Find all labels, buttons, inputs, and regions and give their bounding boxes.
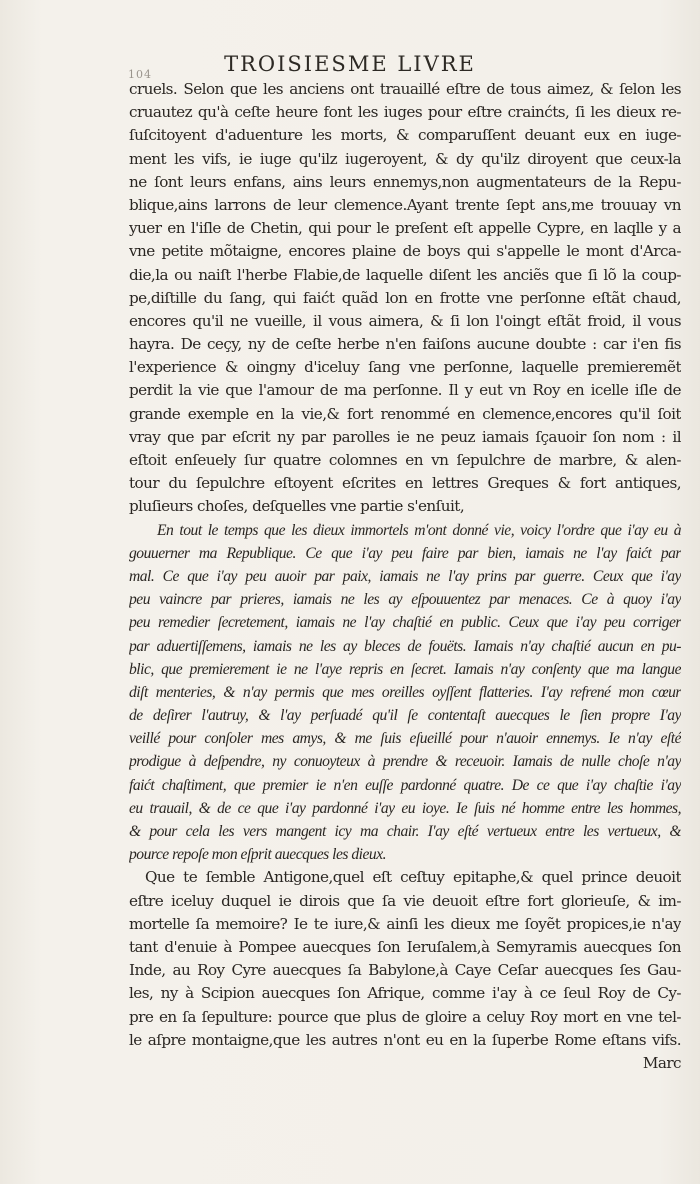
text-line: veillé pour conſoler mes amys, & me ſuis eſueillé pour n'auoir ennemys. Ie n'ay eſté	[129, 730, 681, 748]
text-line: tour du ſepulchre eſtoyent eſcrites en lettres Greques & fort antiques,	[129, 474, 681, 493]
text-line: pe,diſtille du ſang, qui faićt quãd lon en frotte vne perſonne eſtãt chaud,	[129, 288, 681, 307]
epitaph-block	[129, 519, 681, 867]
text-line: ſuſcitoyent d'aduenture les morts, & comparuſſent deuant eux en iuge-	[129, 126, 681, 145]
text-line: die,la ou naiſt l'herbe Flabie,de laquelle diſent les anciẽs que ſi lõ la coup-	[129, 265, 681, 284]
text-line: cruels. Selon que les anciens ont trauaillé eſtre de tous aimez, & ſelon les	[129, 80, 681, 98]
text-line: blique,ains larrons de leur clemence.Ayant trente ſept ans,me trouuay vn	[129, 195, 681, 214]
paragraph-antigone	[129, 866, 681, 1052]
text-line: vray que par eſcrit ny par parolles ie ne peuz iamais ſçauoir ſon nom : il	[129, 427, 681, 446]
text-line: yuer en l'iſle de Chetin, qui pour le preſent eſt appelle Cypre, en laqlle y a	[129, 219, 681, 238]
text-line: pluſieurs choſes, deſquelles vne partie s'enſuit,	[129, 497, 465, 516]
text-line: diſt menteries, & n'ay permis que mes oreilles oyſſent flatteries. I'ay refrené mon cœur	[129, 683, 681, 701]
text-line: ne ſont leurs enfans, ains leurs ennemys,non augmentateurs de la Repu-	[129, 172, 681, 191]
text-line: le aſpre montaigne,que les autres n'ont eu en la ſuperbe Rome eſtans vifs.	[129, 1030, 681, 1049]
text-line: Inde, au Roy Cyre auecques ſa Babylone,à Caye Ceſar auecques ſes Gau-	[129, 961, 681, 980]
paragraph-intro	[129, 78, 681, 519]
text-line: perdit la vie que l'amour de ma perſonne. Il y eut vn Roy en icelle iſle de	[129, 381, 681, 400]
text-block	[129, 78, 681, 1075]
text-line: peu vaincre par prieres, iamais ne les ay eſpouuentez par menaces. Ce à quoy i'ay	[129, 591, 681, 609]
text-line: mal. Ce que i'ay peu auoir par paix, iamais ne l'ay prins par guerre. Ceux que i'ay	[129, 567, 681, 585]
text-line: gouuerner ma Republique. Ce que i'ay peu faire par bien, iamais ne l'ay faićt par	[129, 544, 681, 562]
text-line: Que te ſemble Antigone,quel eſt ceſtuy epitaphe,& quel prince deuoit	[145, 868, 681, 887]
text-line: pource repoſe mon eſprit auecques les dieux.	[129, 846, 387, 864]
text-line: En tout le temps que les dieux immortels m'ont donné vie, voicy l'ordre que i'ay eu à	[157, 521, 681, 539]
text-line: eu trauail, & de ce que i'ay pardonné i'ay eu ioye. Ie ſuis né homme entre les hommes,	[129, 799, 681, 817]
text-line: hayra. De ceçy, ny de ceſte herbe n'en faiſons aucune doubte : car i'en fis	[129, 335, 681, 354]
text-line: prodigue à deſpendre, ny conuoyteux à prendre & receuoir. Iamais de nulle choſe n'ay	[129, 753, 681, 771]
text-line: tant d'enuie à Pompee auecques ſon Ieruſalem,à Semyramis auecques ſon	[129, 937, 681, 956]
text-line: ment les vifs, ie iuge qu'ilz iugeroyent, & dy qu'ilz diroyent que ceux-la	[129, 149, 681, 168]
running-head: TROISIESME LIVRE	[224, 52, 476, 76]
text-line: par aduertiſſemens, iamais ne les ay bleces de fouëts. Iamais n'ay chaſtié aucun en pu-	[129, 637, 681, 655]
text-line: encores qu'il ne vueille, il vous aimera, & ſi lon l'oingt eſtãt froid, il vous	[129, 311, 681, 330]
text-line: de deſirer l'autruy, & l'ay perſuadé qu'il ſe contentaſt auecques le ſien propre I'ay	[129, 707, 681, 725]
text-line: eſtoit enſeuely ſur quatre colomnes en vn ſepulchre de marbre, & alen-	[129, 451, 681, 469]
text-line: vne petite mõtaigne, encores plaine de boys qui s'appelle le mont d'Arca-	[129, 242, 681, 261]
text-line: peu remedier ſecretement, iamais ne l'ay chaſtié en public. Ceux que i'ay peu corriger	[129, 614, 681, 632]
text-line: eſtre iceluy duquel ie dirois que ſa vie deuoit eſtre fort glorieuſe, & im-	[129, 891, 681, 910]
text-line: l'experience & oingny d'iceluy ſang vne perſonne, laquelle premieremẽt	[129, 358, 681, 377]
text-line: blic, que premierement ie ne l'aye repris en ſecret. Iamais n'ay conſenty que ma langue	[129, 660, 681, 678]
text-line: grande exemple en la vie,& fort renommé en clemence,encores qu'il ſoit	[129, 404, 681, 423]
text-line: & pour cela les vers mangent icy ma chair. I'ay eſté vertueux entre les vertueux, &	[129, 823, 681, 840]
text-line: pre en ſa ſepulture: pource que plus de gloire a celuy Roy mort en vne tel-	[129, 1007, 681, 1026]
text-line: les, ny à Scipion auecques ſon Afrique, comme i'ay à ce ſeul Roy de Cy-	[129, 984, 681, 1003]
text-line: cruautez qu'à ceſte heure font les iuges pour eſtre crainćts, ſi les dieux re-	[129, 103, 681, 122]
catchword: Marc	[642, 1053, 681, 1072]
page-number: 104	[128, 68, 152, 81]
text-line: faićt chaſtiment, que premier ie n'en euſſe pardonné quatre. De ce que i'ay chaſtie i'ay	[129, 776, 681, 794]
text-line: mortelle ſa memoire? Ie te iure,& ainſi les dieux me ſoyẽt propices,ie n'ay	[129, 914, 681, 933]
